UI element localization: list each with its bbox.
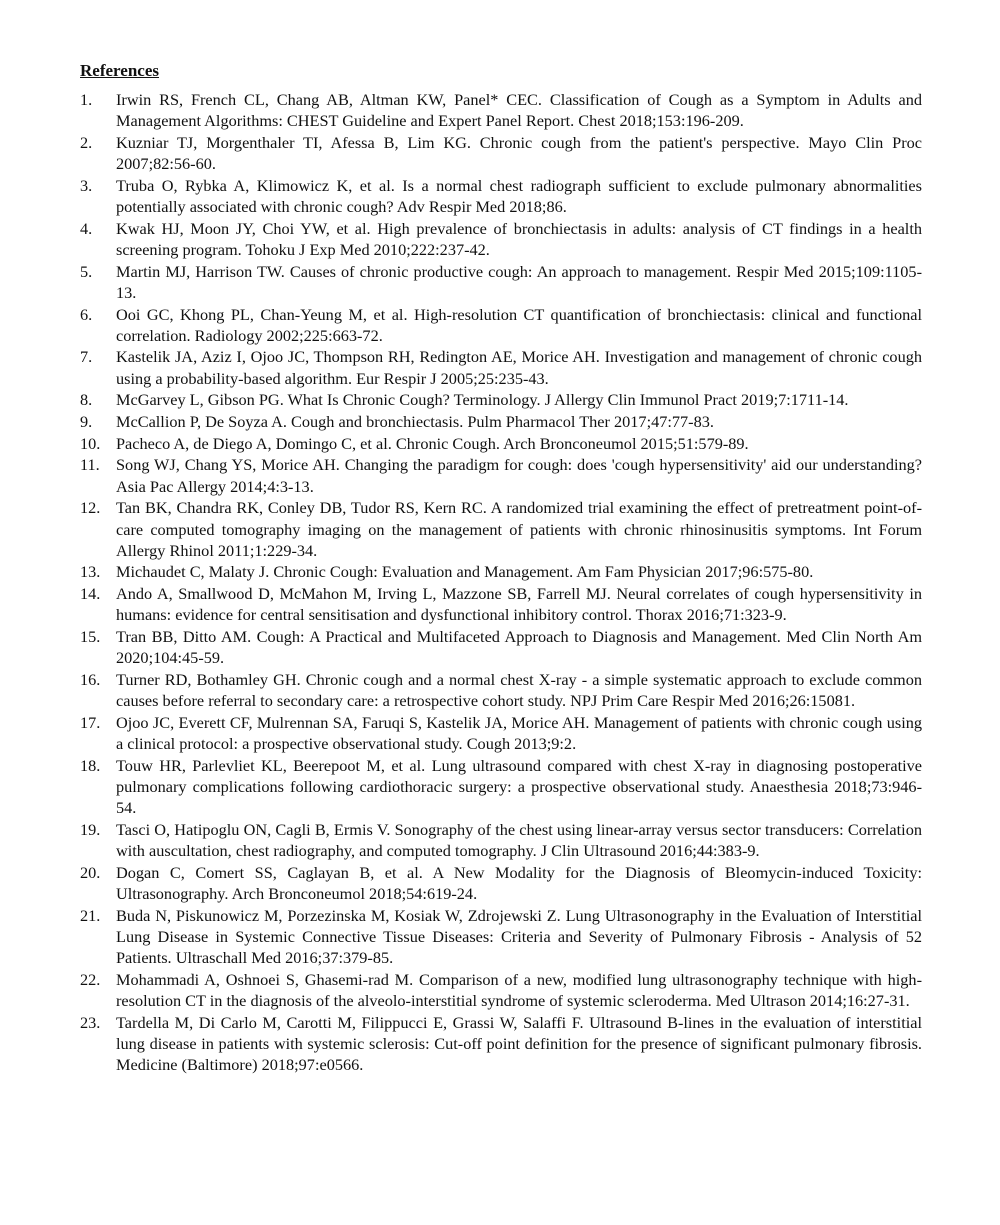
reference-text: Truba O, Rybka A, Klimowicz K, et al. Is a normal chest radiograph sufficient to exclude pulmonary abnormalities potentially associated with chronic cough? Adv Respir Med 2018;86. bbox=[116, 175, 922, 217]
reference-text: Dogan C, Comert SS, Caglayan B, et al. A New Modality for the Diagnosis of Bleomycin-induced Toxicity: Ultrasonography. Arch Bronconeumol 2018;54:619-24. bbox=[116, 862, 922, 904]
reference-number: 20. bbox=[80, 862, 101, 882]
reference-text: Tardella M, Di Carlo M, Carotti M, Filippucci E, Grassi W, Salaffi F. Ultrasound B-lines in the evaluation of interstitial lung disease in patients with systemic sclerosis: Cut-off point definition for the presence of significant pulmonary fibrosis. Medicine (Baltimore) 2018;97:e0566. bbox=[116, 1012, 922, 1075]
reference-number: 10. bbox=[80, 433, 101, 453]
reference-text: Touw HR, Parlevliet KL, Beerepoot M, et al. Lung ultrasound compared with chest X-ray in diagnosing postoperative pulmonary complications following cardiothoracic surgery: a prospective observational study. Anaesthesia 2018;73:946-54. bbox=[116, 755, 922, 818]
reference-text: Ojoo JC, Everett CF, Mulrennan SA, Faruqi S, Kastelik JA, Morice AH. Management of patients with chronic cough using a clinical protocol: a prospective observational study. Cough 2013;9:2. bbox=[116, 712, 922, 754]
reference-text: Ando A, Smallwood D, McMahon M, Irving L, Mazzone SB, Farrell MJ. Neural correlates of cough hypersensitivity in humans: evidence for central sensitisation and dysfunctional inhibitory control. Thorax 2016;71:323-9. bbox=[116, 584, 922, 625]
reference-item bbox=[80, 561, 922, 582]
reference-number: 12. bbox=[80, 498, 101, 518]
reference-item bbox=[80, 304, 922, 346]
reference-item bbox=[80, 669, 922, 711]
reference-item bbox=[80, 583, 922, 625]
references-heading: References bbox=[80, 61, 159, 80]
reference-text: Mohammadi A, Oshnoei S, Ghasemi-rad M. Comparison of a new, modified lung ultrasonography technique with high-resolution CT in the diagnosis of the alveolo-interstitial syndrome of systemic scleroderma. Med Ultrason 2014;16:27-31. bbox=[116, 969, 922, 1011]
reference-number: 8. bbox=[80, 390, 93, 410]
reference-text: Kwak HJ, Moon JY, Choi YW, et al. High prevalence of bronchiectasis in adults: analysis of CT findings in a health screening program. Tohoku J Exp Med 2010;222:237-42. bbox=[116, 218, 922, 259]
reference-text: Irwin RS, French CL, Chang AB, Altman KW, Panel* CEC. Classification of Cough as a Symptom in Adults and Management Algorithms: CHEST Guideline and Expert Panel Report. Chest 2018;153:196-209. bbox=[116, 90, 922, 131]
reference-number: 11. bbox=[80, 455, 100, 475]
reference-number: 16. bbox=[80, 669, 101, 689]
reference-item bbox=[80, 175, 922, 217]
reference-item bbox=[80, 969, 922, 1011]
reference-number: 14. bbox=[80, 584, 101, 604]
reference-item bbox=[80, 389, 922, 410]
reference-text: Pacheco A, de Diego A, Domingo C, et al. Chronic Cough. Arch Bronconeumol 2015;51:579-89. bbox=[116, 433, 749, 453]
reference-text: Kastelik JA, Aziz I, Ojoo JC, Thompson RH, Redington AE, Morice AH. Investigation and management of chronic cough using a probability-based algorithm. Eur Respir J 2005;25:235-43. bbox=[116, 347, 922, 388]
reference-item bbox=[80, 433, 922, 454]
reference-text: Song WJ, Chang YS, Morice AH. Changing the paradigm for cough: does 'cough hypersensitivity' aid our understanding? Asia Pac Allergy 2014;4:3-13. bbox=[116, 455, 922, 496]
reference-text: Turner RD, Bothamley GH. Chronic cough and a normal chest X-ray - a simple systematic approach to exclude common causes before referral to secondary care: a retrospective cohort study. NPJ Prim Care Respir Med 2016;26:15081. bbox=[116, 669, 922, 711]
reference-item bbox=[80, 497, 922, 561]
reference-number: 13. bbox=[80, 562, 101, 582]
reference-number: 1. bbox=[80, 90, 93, 109]
reference-text: Tran BB, Ditto AM. Cough: A Practical and Multifaceted Approach to Diagnosis and Management. Med Clin North Am 2020;104:45-59. bbox=[116, 627, 922, 668]
reference-item bbox=[80, 755, 922, 819]
reference-number: 4. bbox=[80, 218, 93, 238]
reference-text: Martin MJ, Harrison TW. Causes of chronic productive cough: An approach to management. Respir Med 2015;109:1105-13. bbox=[116, 261, 922, 302]
reference-item bbox=[80, 89, 922, 131]
reference-number: 2. bbox=[80, 132, 93, 152]
reference-number: 3. bbox=[80, 175, 93, 195]
reference-item bbox=[80, 261, 922, 303]
reference-number: 9. bbox=[80, 412, 93, 432]
reference-number: 22. bbox=[80, 969, 101, 989]
reference-number: 5. bbox=[80, 261, 93, 281]
reference-item bbox=[80, 862, 922, 904]
reference-text: Ooi GC, Khong PL, Chan-Yeung M, et al. High-resolution CT quantification of bronchiectasis: clinical and functional correlation. Radiology 2002;225:663-72. bbox=[116, 304, 922, 345]
reference-number: 17. bbox=[80, 712, 101, 732]
reference-number: 18. bbox=[80, 755, 101, 775]
reference-number: 15. bbox=[80, 627, 101, 647]
reference-number: 23. bbox=[80, 1012, 101, 1032]
reference-list bbox=[80, 89, 922, 1075]
reference-item bbox=[80, 819, 922, 861]
reference-item bbox=[80, 218, 922, 260]
reference-number: 7. bbox=[80, 347, 93, 367]
reference-item bbox=[80, 712, 922, 754]
reference-number: 19. bbox=[80, 819, 101, 839]
reference-text: Kuzniar TJ, Morgenthaler TI, Afessa B, Lim KG. Chronic cough from the patient's perspective. Mayo Clin Proc 2007;82:56-60. bbox=[116, 132, 922, 174]
reference-item bbox=[80, 1012, 922, 1076]
reference-text: Buda N, Piskunowicz M, Porzezinska M, Kosiak W, Zdrojewski Z. Lung Ultrasonography in the Evaluation of Interstitial Lung Disease in Systemic Connective Tissue Diseases: Criteria and Severity of Pulmonary Fibrosis - Analysis of 52 Patients. Ultraschall Med 2016;37:379-85. bbox=[116, 905, 922, 968]
reference-text: Tan BK, Chandra RK, Conley DB, Tudor RS, Kern RC. A randomized trial examining the effect of pretreatment point-of-care computed tomography imaging on the management of patients with chronic rhinosinusitis symptoms. Int Forum Allergy Rhinol 2011;1:229-34. bbox=[116, 498, 922, 560]
reference-item bbox=[80, 626, 922, 668]
reference-number: 21. bbox=[80, 905, 101, 925]
reference-text: McGarvey L, Gibson PG. What Is Chronic Cough? Terminology. J Allergy Clin Immunol Pract 2019;7:1711-14. bbox=[116, 390, 849, 410]
reference-item bbox=[80, 132, 922, 174]
reference-item bbox=[80, 346, 922, 388]
reference-item bbox=[80, 905, 922, 969]
reference-text: Michaudet C, Malaty J. Chronic Cough: Evaluation and Management. Am Fam Physician 2017;96:575-80. bbox=[116, 562, 814, 582]
reference-number: 6. bbox=[80, 304, 93, 324]
reference-text: McCallion P, De Soyza A. Cough and bronchiectasis. Pulm Pharmacol Ther 2017;47:77-83. bbox=[116, 412, 714, 432]
reference-item bbox=[80, 454, 922, 496]
reference-text: Tasci O, Hatipoglu ON, Cagli B, Ermis V. Sonography of the chest using linear-array versus sector transducers: Correlation with auscultation, chest radiography, and computed tomography. J Clin Ultrasound 2016;44:383-9. bbox=[116, 819, 922, 861]
reference-item bbox=[80, 411, 922, 432]
